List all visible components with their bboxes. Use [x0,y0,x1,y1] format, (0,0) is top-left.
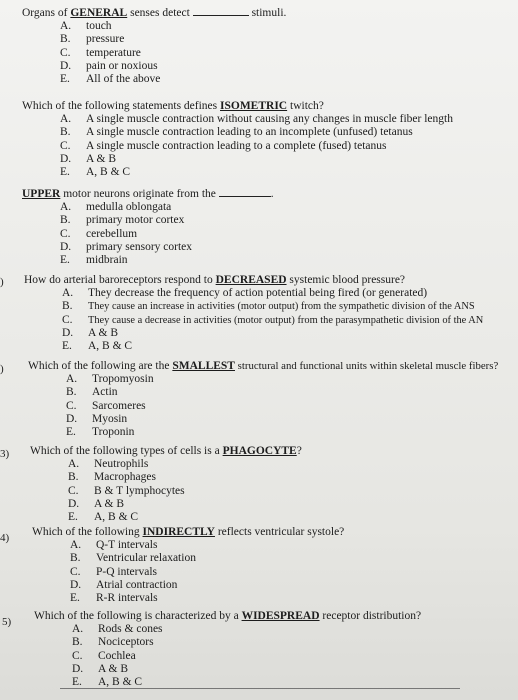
option [60,113,453,126]
stem-keyword: GENERAL [70,7,128,19]
option-text: temperature [86,46,141,59]
option-text: A & B [94,497,125,510]
option-text: Rods & cones [98,623,163,636]
option [60,20,286,33]
question-1 [22,6,286,86]
stem-text: Which of the following are the [28,360,173,372]
option [62,287,483,300]
option [66,373,498,386]
stem-keyword: WIDESPREAD [241,610,320,622]
stem-keyword: DECREASED [215,274,287,286]
option-letter: B. [60,33,71,46]
stem-text: Which of the following statements defines [22,100,221,112]
option-text: A single muscle contraction without causing any changes in muscle fiber length [86,113,453,126]
option-text: They decrease the frequency of action potential being fired (or generated) [88,287,428,300]
question-number: 5) [2,616,12,628]
option [66,400,498,413]
stem-keyword: INDIRECTLY [142,526,215,538]
question-5 [28,360,498,439]
option-letter: E. [66,426,76,439]
option-letter: D. [60,152,72,165]
option [72,650,421,663]
stem-text: receptor distribution? [319,610,422,622]
option-text: primary motor cortex [86,214,185,227]
option-text: midbrain [86,254,128,267]
option-letter: D. [68,497,80,510]
option [60,140,453,153]
option [60,214,274,227]
stem-keyword: PHAGOCYTE [222,445,297,457]
option-text: All of the above [86,73,161,86]
option-letter: C. [72,649,83,662]
option [62,314,483,327]
option-text: R-R intervals [96,592,158,605]
option-text: medulla oblongata [86,201,172,214]
option-letter: D. [66,412,78,425]
option-letter: A. [60,113,72,126]
option-letter: D. [70,578,82,591]
option [68,485,302,498]
option [60,153,453,166]
option-letter: C. [68,484,79,497]
option [60,47,286,60]
option [62,300,483,313]
question-2 [22,100,453,179]
option [60,73,286,86]
option-text: Ventricular relaxation [96,552,196,565]
option-text: A, B & C [98,676,143,689]
option-text: touch [86,20,112,33]
option-text: Tropomyosin [92,373,154,386]
option-text: They cause an increase in activities (motor output) from the sympathetic division of the ANS [88,301,475,313]
option-text: A, B & C [86,166,131,179]
stem-text: structural and functional units within skeletal muscle fibers? [234,360,499,372]
option-letter: A. [60,20,72,33]
option [72,636,421,649]
option-letter: A. [70,539,82,552]
option-text: A & B [98,662,129,675]
question-stem [24,274,483,287]
stem-text: . [270,188,274,200]
option-letter: A. [62,287,74,300]
option-text: Nociceptors [98,636,154,649]
option-letter: B. [72,636,83,649]
option-text: Atrial contraction [96,578,178,591]
option [72,663,421,676]
option-text: Macrophages [94,471,156,484]
option-letter: C. [66,399,77,412]
option-text: Cochlea [98,649,136,662]
option-text: primary sensory cortex [86,240,193,253]
option-letter: C. [60,46,71,59]
option-text: Troponin [92,426,135,439]
option-letter: A. [72,623,84,636]
question-number: ) [0,363,4,375]
question-stem [22,187,274,201]
option-letter: B. [68,471,79,484]
option-letter: D. [60,240,72,253]
option-letter: B. [60,214,71,227]
option-letter: C. [60,139,71,152]
stem-text: senses detect [127,7,190,19]
question-number: ) [0,276,4,288]
option-letter: E. [60,73,70,86]
stem-text: twitch? [287,100,324,112]
option-letter: E. [72,676,82,689]
option [62,327,483,340]
option-letter: E. [60,166,70,179]
stem-text: Which of the following types of cells is a [30,445,223,457]
option [60,166,453,179]
option-text: A & B [88,326,119,339]
option-letter: D. [62,326,74,339]
stem-keyword: UPPER [22,188,61,200]
option-text: B & T lymphocytes [94,484,185,497]
option [60,33,286,46]
option-text: A, B & C [94,511,139,524]
bottom-divider [60,688,460,689]
option [60,60,286,73]
stem-keyword: ISOMETRIC [220,100,288,112]
option-letter: C. [60,227,71,240]
question-number: 3) [0,448,10,460]
question-6 [30,445,302,524]
option [68,471,302,484]
option-text: Actin [92,386,118,399]
question-7 [32,526,344,605]
question-stem [28,360,498,373]
option [68,511,302,524]
stem-text: Which of the following is characterized by a [34,610,242,622]
option [60,254,274,267]
stem-keyword: SMALLEST [172,360,235,372]
option [60,228,274,241]
option [70,579,344,592]
option-letter: C. [70,565,81,578]
question-stem [22,6,286,20]
option [60,201,274,214]
option-text: pressure [86,33,125,46]
question-stem [30,445,302,458]
stem-text: How do arterial baroreceptors respond to [24,274,216,286]
option-text: cerebellum [86,227,138,240]
option-letter: A. [60,201,72,214]
option-text: A & B [86,152,117,165]
option-letter: B. [66,386,77,399]
option-letter: D. [72,662,84,675]
question-4 [24,274,483,353]
option-text: pain or noxious [86,59,158,72]
option-text: A single muscle contraction leading to an incomplete (unfused) tetanus [86,126,413,139]
option-text: P-Q intervals [96,565,158,578]
option-text: Myosin [92,412,128,425]
stem-text: motor neurons originate from the [60,188,216,200]
stem-text: ? [296,445,302,457]
stem-text: Organs of [22,7,71,19]
stem-text: stimuli. [251,7,287,19]
option-letter: A. [66,373,78,386]
option [70,552,344,565]
option [70,566,344,579]
question-3 [22,187,274,267]
option-text: Q-T intervals [96,539,158,552]
option-text: Sarcomeres [92,399,146,412]
option [60,241,274,254]
option [60,126,453,139]
option [68,458,302,471]
option-text: Neutrophils [94,458,149,471]
stem-text: Which of the following [32,526,143,538]
option-letter: E. [70,592,80,605]
option-text: They cause a decrease in activities (motor output) from the parasympathetic division of the AN [88,314,484,326]
option-letter: E. [62,340,72,353]
option [62,340,483,353]
option-letter: A. [68,458,80,471]
option [68,498,302,511]
option-text: A, B & C [88,340,133,353]
option [66,386,498,399]
question-8 [34,610,421,689]
option [70,539,344,552]
option-letter: E. [60,254,70,267]
option [66,413,498,426]
option-letter: B. [70,552,81,565]
option-letter: E. [68,511,78,524]
option [72,623,421,636]
option-letter: D. [60,59,72,72]
option [66,426,498,439]
option-letter: B. [62,300,73,313]
question-number: 4) [0,532,10,544]
option-text: A single muscle contraction leading to a complete (fused) tetanus [86,139,387,152]
answer-blank [219,187,271,197]
question-stem [34,610,421,623]
stem-text: systemic blood pressure? [286,274,406,286]
stem-text: reflects ventricular systole? [214,526,345,538]
question-stem [22,100,453,113]
question-stem [32,526,344,539]
answer-blank [193,6,249,16]
option [70,592,344,605]
option-letter: C. [62,313,73,326]
option-letter: B. [60,126,71,139]
